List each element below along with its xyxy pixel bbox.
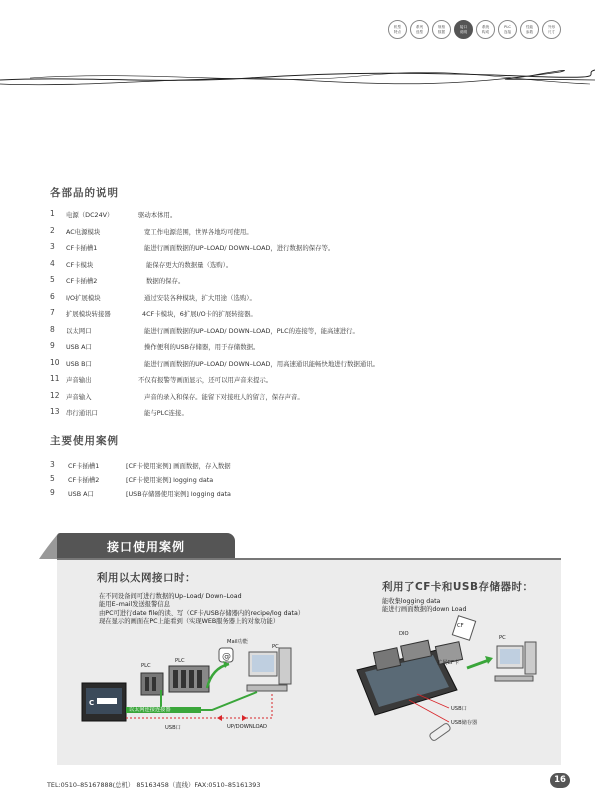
interface-diagram: [57, 560, 561, 765]
part-row: [50, 305, 550, 322]
ethernet-title: 利用以太网接口时：: [97, 572, 196, 584]
parts-list: [50, 206, 550, 421]
plc-label-1: PLC: [141, 663, 151, 669]
usb-right-label: USB口: [451, 706, 467, 712]
part-name: 以太网口: [66, 326, 92, 335]
interface-panel-body: [57, 560, 561, 765]
nav-button[interactable]: 外形 尺寸: [542, 20, 561, 39]
part-row: [50, 322, 550, 339]
pc-right-label: PC: [499, 635, 506, 641]
ethernet-line: 由PC可进行date file的读、写（CF卡/USB存储器内的recipe/log data）: [99, 609, 305, 617]
usb-stick-icon: [429, 722, 452, 741]
case-description: [CF卡使用案例] logging data: [126, 476, 214, 484]
part-number: 11: [50, 374, 60, 383]
part-name: 扩展模块转接器: [66, 310, 111, 318]
interface-use-case-panel: [37, 533, 561, 765]
part-row: [50, 223, 550, 240]
part-row: [50, 272, 550, 289]
part-description: 4CF卡模块，6扩展I/O卡的扩展转接器。: [142, 310, 257, 318]
updownload-label: UP/DOWNLOAD: [227, 724, 267, 730]
part-description: 宽工作电源范围，世界各地均可使用。: [144, 227, 253, 236]
mail-label: Mail功能: [227, 639, 248, 645]
case-row: [50, 488, 450, 502]
case-row: [50, 460, 450, 474]
svg-text:@: @: [222, 652, 231, 662]
usb-memory-label: USB储存器: [451, 720, 478, 726]
dio-label: DIO: [399, 631, 409, 637]
part-name: 电源（DC24V）: [66, 211, 114, 219]
part-row: [50, 256, 550, 273]
download-arrow: [467, 660, 489, 668]
ethernet-line: 现在显示的画面在PC上能看到（实现WEB服务器上的对象功能）: [99, 618, 280, 626]
tab-corner-decoration: [37, 535, 57, 559]
part-row: [50, 239, 550, 256]
case-description: [CF卡使用案例] 画面数据，存入数据: [126, 462, 231, 470]
part-number: 9: [50, 341, 55, 350]
nav-button[interactable]: 系列 选型: [410, 20, 429, 39]
part-description: 通过安装各种模块，扩大用途（选购）。: [144, 293, 256, 302]
ethernet-line: 在不同设备间可进行数据的Up–Load/ Down–Load: [99, 593, 242, 600]
case-name: CF卡插槽2: [68, 476, 100, 484]
usb-download-line: [126, 692, 272, 718]
part-description: 能进行画面数据的UP–LOAD/ DOWN–LOAD，用高速通讯能畅快地进行数据通讯。: [144, 359, 380, 368]
mail-icon: [219, 648, 233, 662]
part-number: 6: [50, 291, 55, 301]
hmi-with-cf-usb-icon: [357, 640, 463, 715]
part-description: 数据的保存。: [146, 277, 185, 285]
footer-contact: TEL:0510–85167888(总机） 85163458（直线）FAX:0510–85161393: [47, 781, 261, 789]
part-row: [50, 371, 550, 388]
case-name: CF卡插槽1: [68, 462, 100, 470]
part-description: 操作便利的USB存储器，用于存储数据。: [144, 343, 260, 351]
nav-button[interactable]: 规格 数据: [432, 20, 451, 39]
part-number: 2: [50, 225, 55, 235]
case-number: 9: [50, 488, 55, 497]
part-name: I/O扩展模块: [66, 293, 101, 302]
part-description: 能进行画面数据的UP–LOAD/ DOWN–LOAD，进行数据的保存等。: [144, 244, 335, 252]
case-number: 5: [50, 474, 55, 483]
nav-button[interactable]: 系统 构成: [476, 20, 495, 39]
interface-tab-title: 接口使用案例: [107, 540, 186, 554]
top-navigation: [388, 20, 561, 39]
pc-right-icon: [495, 642, 536, 681]
cf-label: CF: [457, 623, 464, 629]
part-name: CF卡插槽2: [66, 277, 98, 285]
part-row: [50, 388, 550, 405]
nav-button[interactable]: PLC 连接: [498, 20, 517, 39]
part-description: 驱动本体用。: [138, 211, 177, 219]
part-description: 不仅有报警等画面显示，还可以用声音来提示。: [138, 376, 273, 384]
ethernet-label: 以太网连接连接器: [129, 707, 171, 713]
part-number: 10: [50, 357, 60, 367]
part-description: 声音的录入和保存。能留下对接班人的留言，保存声音。: [144, 392, 304, 401]
part-name: CF卡插槽1: [66, 244, 98, 252]
part-row: [50, 338, 550, 355]
part-number: 1: [50, 209, 55, 218]
cases-section-title: 主要使用案例: [50, 435, 119, 447]
part-name: AC电源模块: [66, 227, 101, 236]
part-row: [50, 355, 550, 372]
plc-rack-icon: [141, 666, 209, 695]
plc-label-2: PLC: [175, 658, 185, 664]
cf-usb-line: 能收集logging data: [382, 598, 441, 605]
part-number: 4: [50, 258, 55, 268]
part-description: 能保存更大的数据量（选购）。: [146, 260, 233, 269]
cf-card-icon: [452, 616, 475, 641]
ethernet-line: 能用E–mail发送报警信息: [99, 601, 170, 609]
part-number: 12: [50, 390, 60, 400]
cf-usb-line: 能进行画面数据的down Load: [382, 606, 467, 614]
part-name: USB A口: [66, 343, 92, 351]
part-row: [50, 289, 550, 306]
part-name: CF卡模块: [66, 260, 94, 269]
part-number: 8: [50, 324, 55, 334]
case-description: [USB存储器使用案例] logging data: [126, 490, 231, 498]
usb-label: USB口: [165, 725, 181, 731]
page-number: 16: [550, 773, 570, 788]
part-number: 7: [50, 308, 55, 317]
cf-usb-title: 利用了CF卡和USB存储器时：: [382, 581, 534, 593]
parts-section-title: 各部品的说明: [50, 187, 119, 199]
mail-arrow: [207, 664, 229, 688]
case-row: [50, 474, 450, 488]
part-name: 串行通讯口: [66, 409, 98, 417]
part-number: 5: [50, 275, 55, 284]
part-description: 能进行画面数据的UP–LOAD/ DOWN–LOAD，PLC的连接等，能高速进行。: [144, 326, 359, 335]
part-name: 声音输入: [66, 392, 92, 401]
part-row: [50, 206, 550, 223]
pc-icon: [247, 648, 291, 691]
hmi-device-icon: [82, 683, 126, 721]
cf-ext-label: 扩展CF卡: [437, 660, 460, 666]
part-description: 能与PLC连接。: [144, 409, 188, 417]
case-number: 3: [50, 460, 55, 469]
nav-button[interactable]: 性能 参数: [520, 20, 539, 39]
part-number: 13: [50, 407, 60, 416]
nav-button[interactable]: 机型 特点: [388, 20, 407, 39]
pc-label: PC: [272, 644, 279, 650]
decorative-scribble: [0, 58, 595, 98]
part-row: [50, 404, 550, 421]
part-name: 声音输出: [66, 376, 92, 384]
cases-list: [50, 460, 450, 502]
part-number: 3: [50, 242, 55, 251]
interface-tab: [57, 533, 235, 559]
nav-button[interactable]: 接口 说明: [454, 20, 473, 39]
part-name: USB B口: [66, 359, 92, 368]
case-name: USB A口: [68, 490, 94, 498]
svg-text:C: C: [89, 699, 95, 707]
